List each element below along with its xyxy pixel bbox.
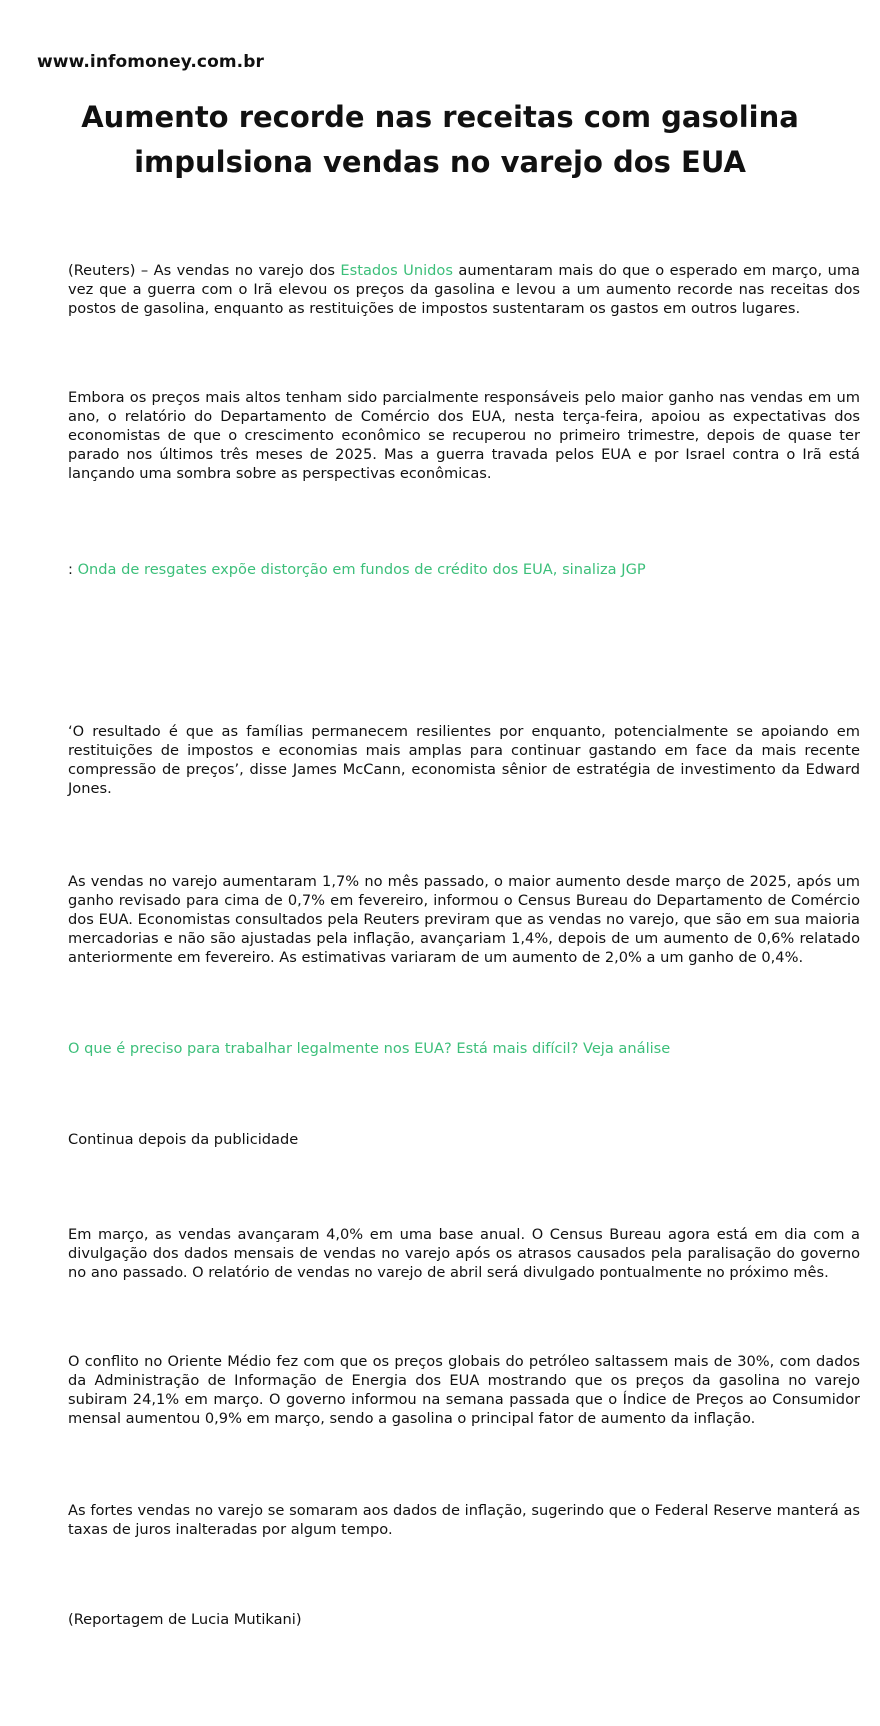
paragraph-annual-sales: Em março, as vendas avançaram 4,0% em uma base anual. O Census Bureau agora está em dia com a divulgação dos dados mensais de vendas no varejo após os atrasos causados pela paralisação do governo no ano passado. O relatório de vendas no varejo de abril será divulgado pontualmente no próximo mês.	[68, 1226, 860, 1281]
related-article-link-jgp[interactable]: Onda de resgates expõe distorção em fundos de crédito dos EUA, sinaliza JGP	[77, 561, 646, 578]
article-headline: Aumento recorde nas receitas com gasolina impulsiona vendas no varejo dos EUA	[81, 100, 799, 179]
paragraph-sales-data: As vendas no varejo aumentaram 1,7% no mês passado, o maior aumento desde março de 2025, após um ganho revisado para cima de 0,7% em fevereiro, informou o Census Bureau do Departamento de Comércio dos EUA. Economistas consultados pela Reuters previram que as vendas no varejo, que são em sua maioria mercadorias e não são ajustadas pela inflação, avançariam 1,4%, depois de um aumento de 0,6% relatado anteriormente em fevereiro. As estimativas variaram de um aumento de 2,0% a um ganho de 0,4%.	[68, 873, 860, 966]
related-article-2	[68, 1039, 860, 1058]
related-article-1-prefix: :	[68, 561, 78, 578]
paragraph-economic-outlook: Embora os preços mais altos tenham sido parcialmente responsáveis pelo maior ganho nas vendas em um ano, o relatório do Departamento de Comércio dos EUA, nesta terça-feira, apoiou as expectativas dos economistas de que o crescimento econômico se recuperou no primeiro trimestre, depois de quase ter parado nos últimos três meses de 2025. Mas a guerra travada pelos EUA e por Israel contra o Irã está lançando uma sombra sobre as perspectivas econômicas.	[68, 389, 860, 482]
paragraph-intro-rest: aumentaram mais do que o esperado em março, uma vez que a guerra com o Irã elevou os preços da gasolina e levou a um aumento recorde nas receitas dos postos de gasolina, enquanto as restituições de impostos sustentaram os gastos em outros lugares.	[68, 262, 860, 317]
site-url: www.infomoney.com.br	[37, 52, 264, 72]
paragraph-intro-lead: (Reuters) – As vendas no varejo dos	[68, 262, 341, 279]
paragraph-oil-prices: O conflito no Oriente Médio fez com que os preços globais do petróleo saltassem mais de 30%, com dados da Administração de Informação de Energia dos EUA mostrando que os preços da gasolina no varejo subiram 24,1% em março. O governo informou na semana passada que o Índice de Preços ao Consumidor mensal aumentou 0,9% em março, sendo a gasolina o principal fator de aumento da inflação.	[68, 1353, 860, 1427]
paragraph-federal-reserve: As fortes vendas no varejo se somaram aos dados de inflação, sugerindo que o Federal Reserve manterá as taxas de juros inalteradas por algum tempo.	[68, 1502, 860, 1538]
byline: (Reportagem de Lucia Mutikani)	[68, 1611, 302, 1628]
ad-notice: Continua depois da publicidade	[68, 1131, 299, 1148]
link-estados-unidos[interactable]: Estados Unidos	[340, 262, 453, 279]
paragraph-intro	[68, 261, 860, 318]
related-article-link-trabalhar-eua[interactable]: O que é preciso para trabalhar legalmente nos EUA? Está mais difícil? Veja análise	[68, 1040, 671, 1057]
paragraph-quote: ‘O resultado é que as famílias permanecem resilientes por enquanto, potencialmente se apoiando em restituições de impostos e economias mais amplas para continuar gastando em face da mais recente compressão de preços’, disse James McCann, economista sênior de estratégia de investimento da Edward Jones.	[68, 723, 860, 797]
related-article-1	[68, 560, 860, 579]
